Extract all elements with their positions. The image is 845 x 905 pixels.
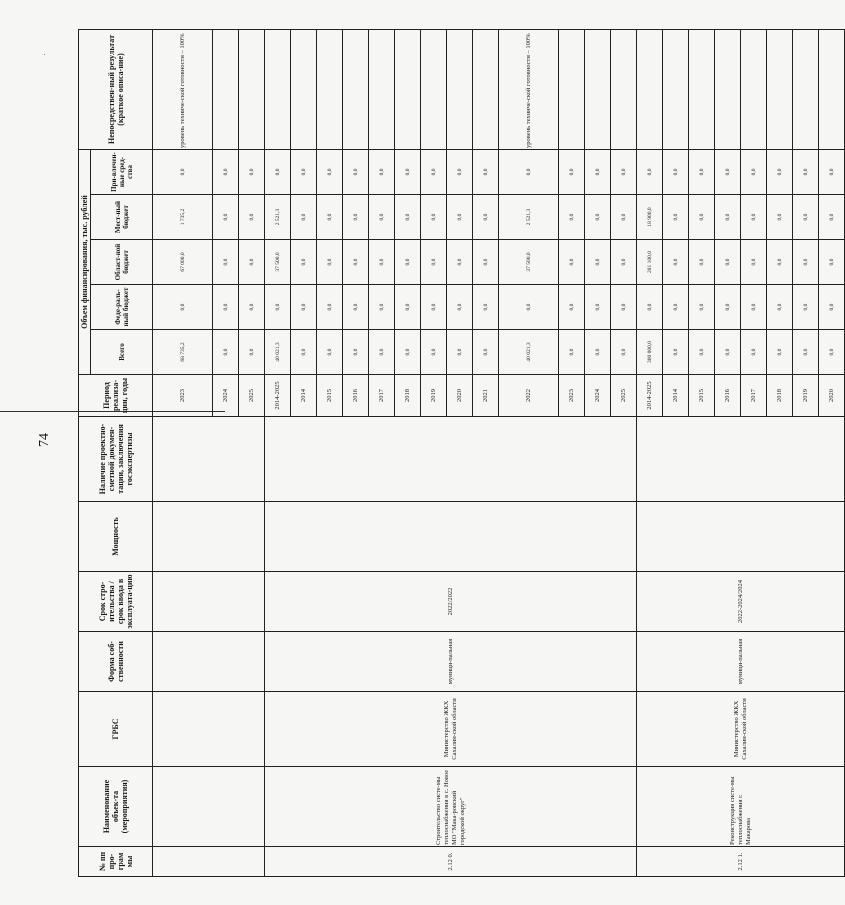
cell-regional: 0,0 [473,240,499,285]
cell-attracted: 0,0 [369,149,395,194]
cell-federal: 0,0 [265,285,291,330]
cell-regional: 0,0 [395,240,421,285]
cell-total: 0,0 [715,330,741,375]
cell-local: 0,0 [585,195,611,240]
cell-local: 0,0 [473,195,499,240]
cell-local: 0,0 [611,195,637,240]
cell-regional: 0,0 [447,240,473,285]
header-grbs: ГРБС [79,692,153,767]
cell-regional: 0,0 [559,240,585,285]
cell-local: 1 735,2 [153,195,213,240]
cell-attracted: 0,0 [767,149,793,194]
cell-year: 2023 [153,375,213,417]
cell-regional: 0,0 [421,240,447,285]
cell-regional: 0,0 [741,240,767,285]
cell-result [395,29,421,149]
cell-year: 2022 [499,375,559,417]
cell-total: 0,0 [369,330,395,375]
header-capacity: Мощность [79,502,153,572]
cell-regional: 0,0 [819,240,845,285]
cell-result [559,29,585,149]
cell-attracted: 0,0 [663,149,689,194]
cell-total: 0,0 [343,330,369,375]
cell-year: 2018 [395,375,421,417]
cell-result [447,29,473,149]
cell-year: 2019 [421,375,447,417]
cell-attracted: 0,0 [291,149,317,194]
cell-total: 0,0 [239,330,265,375]
cell-local: 0,0 [819,195,845,240]
cell-total: 0,0 [559,330,585,375]
cell-total: 300 000,0 [637,330,663,375]
cell-total: 40 021,3 [265,330,291,375]
cell-total: 0,0 [395,330,421,375]
cell-local: 0,0 [239,195,265,240]
header-name: Наименование объек-та (мероприятия) [79,767,153,847]
cell-local: 0,0 [767,195,793,240]
cell-local: 0,0 [559,195,585,240]
cell-federal: 0,0 [767,285,793,330]
cell-year: 2015 [317,375,343,417]
cell-attracted: 0,0 [395,149,421,194]
cell-result [265,29,291,149]
cell-total: 0,0 [689,330,715,375]
cell-ownership: муници-пальная [637,632,845,692]
header-psd: Наличие проектно-сметной докумен-тации, заключения госэкспертизы [79,417,153,502]
cell-federal: 0,0 [689,285,715,330]
cell-federal: 0,0 [447,285,473,330]
cell-year: 2016 [343,375,369,417]
cell-regional: 0,0 [239,240,265,285]
cell-result [767,29,793,149]
cell-result [369,29,395,149]
cell-federal: 0,0 [585,285,611,330]
cell-total: 0,0 [291,330,317,375]
cell-total: 0,0 [317,330,343,375]
cell-federal: 0,0 [153,285,213,330]
cell-result [239,29,265,149]
cell-local: 0,0 [395,195,421,240]
cell-year: 2017 [369,375,395,417]
cell-regional: 0,0 [793,240,819,285]
cell-attracted: 0,0 [611,149,637,194]
cell-local: 2 521,3 [265,195,291,240]
cell-year: 2014-2025 [637,375,663,417]
cell-term: 2022-2024/2024 [637,572,845,632]
cell-regional: 0,0 [317,240,343,285]
cell-total: 0,0 [585,330,611,375]
cell-total: 0,0 [663,330,689,375]
cell-regional: 0,0 [291,240,317,285]
cell-grbs-empty [153,692,265,767]
cell-result [715,29,741,149]
cell-local: 0,0 [663,195,689,240]
cell-year: 2014 [663,375,689,417]
header-num: № пп про-грам мы [79,847,153,877]
cell-federal: 0,0 [559,285,585,330]
cell-federal: 0,0 [637,285,663,330]
cell-local: 0,0 [291,195,317,240]
cell-year: 2015 [689,375,715,417]
cell-federal: 0,0 [239,285,265,330]
cell-federal: 0,0 [317,285,343,330]
cell-result [343,29,369,149]
cell-federal: 0,0 [715,285,741,330]
cell-attracted: 0,0 [637,149,663,194]
cell-year: 2020 [447,375,473,417]
cell-capacity [265,502,637,572]
cell-attracted: 0,0 [239,149,265,194]
cell-psd [637,417,845,502]
rotated-table-wrapper [78,30,835,877]
cell-attracted: 0,0 [499,149,559,194]
cell-regional: 0,0 [663,240,689,285]
cell-regional: 0,0 [689,240,715,285]
cell-ownership: муници-пальная [265,632,637,692]
cell-federal: 0,0 [343,285,369,330]
cell-psd [265,417,637,502]
cell-name: Реконструкция систе-мы теплоснабжения г. Макарова [637,767,845,847]
cell-total: 0,0 [421,330,447,375]
cell-attracted: 0,0 [473,149,499,194]
header-funding-group: Объем финансирования, тыс. рублей [79,149,91,374]
cell-total: 40 021,3 [499,330,559,375]
cell-attracted: 0,0 [741,149,767,194]
cell-year: 2025 [239,375,265,417]
scan-dot-mark [44,54,45,55]
table-row [265,29,291,876]
cell-attracted: 0,0 [689,149,715,194]
cell-year: 2018 [767,375,793,417]
cell-attracted: 0,0 [819,149,845,194]
header-result: Непосредствен-ный результат (краткое описа-ние) [79,29,153,149]
cell-regional: 281 100,0 [637,240,663,285]
cell-year: 2020 [819,375,845,417]
cell-capacity [153,502,265,572]
cell-federal: 0,0 [741,285,767,330]
cell-federal: 0,0 [395,285,421,330]
cell-local: 0,0 [741,195,767,240]
cell-num: 2.12 1. [637,847,845,877]
header-local: Мест-ный бюджет [91,195,153,240]
cell-year: 2025 [611,375,637,417]
cell-result [637,29,663,149]
cell-year: 2021 [473,375,499,417]
cell-result [689,29,715,149]
cell-total: 0,0 [447,330,473,375]
cell-regional: 0,0 [585,240,611,285]
cell-result [421,29,447,149]
cell-grbs: Министерство ЖКХ Сахалин-ской области [637,692,845,767]
cell-federal: 0,0 [793,285,819,330]
cell-attracted: 0,0 [585,149,611,194]
header-period: Период реализа-ции, годы [79,375,153,417]
cell-year: 2019 [793,375,819,417]
cell-local: 0,0 [369,195,395,240]
cell-attracted: 0,0 [343,149,369,194]
cell-total: 0,0 [819,330,845,375]
cell-total: 0,0 [473,330,499,375]
cell-total: 0,0 [213,330,239,375]
cell-federal: 0,0 [473,285,499,330]
cell-result [663,29,689,149]
cell-attracted: 0,0 [447,149,473,194]
cell-local: 0,0 [447,195,473,240]
cell-local: 0,0 [317,195,343,240]
cell-result [819,29,845,149]
header-federal: Феде-раль-ный бюджет [91,285,153,330]
cell-grbs: Министерство ЖКХ Сахалин-ской области [265,692,637,767]
header-ownership: Форма соб-ственности [79,632,153,692]
cell-federal: 0,0 [421,285,447,330]
cell-year: 2016 [715,375,741,417]
cell-total: 0,0 [767,330,793,375]
cell-local: 0,0 [689,195,715,240]
cell-attracted: 0,0 [793,149,819,194]
page-number: 74 [37,433,52,447]
cell-result [741,29,767,149]
cell-term-empty [153,572,265,632]
cell-year: 2014 [291,375,317,417]
cell-result: уровень техниче-ской готовности – 100% [499,29,559,149]
cell-federal: 0,0 [499,285,559,330]
cell-name: Строительство систе-мы теплоснабжения в с. Новое МО "Мака-ровский городской округ" [265,767,637,847]
cell-federal: 0,0 [291,285,317,330]
cell-attracted: 0,0 [421,149,447,194]
cell-federal: 0,0 [213,285,239,330]
cell-local: 0,0 [715,195,741,240]
cell-attracted: 0,0 [265,149,291,194]
cell-local: 2 521,3 [499,195,559,240]
cell-result [317,29,343,149]
cell-result [793,29,819,149]
cell-regional: 37 500,0 [499,240,559,285]
table-row [153,29,213,876]
cell-regional: 0,0 [369,240,395,285]
cell-local: 0,0 [343,195,369,240]
cell-local: 0,0 [213,195,239,240]
cell-year: 2023 [559,375,585,417]
cell-federal: 0,0 [663,285,689,330]
cell-federal: 0,0 [369,285,395,330]
cell-local: 18 900,0 [637,195,663,240]
cell-regional: 0,0 [715,240,741,285]
cell-result: уровень техниче-ской готовности – 100% [153,29,213,149]
cell-result [473,29,499,149]
cell-regional: 0,0 [213,240,239,285]
cell-total: 0,0 [611,330,637,375]
table-row [637,29,663,876]
cell-capacity [637,502,845,572]
cell-term: 2022/2022 [265,572,637,632]
header-regional: Област-ной бюджет [91,240,153,285]
cell-psd [153,417,265,502]
header-total: Всего [91,330,153,375]
cell-regional: 0,0 [343,240,369,285]
cell-local: 0,0 [793,195,819,240]
cell-regional: 0,0 [767,240,793,285]
table-area [78,30,835,877]
cell-attracted: 0,0 [559,149,585,194]
cell-total: 0,0 [741,330,767,375]
cell-result [611,29,637,149]
cell-federal: 0,0 [611,285,637,330]
financing-table [78,29,845,877]
cell-local: 0,0 [421,195,447,240]
cell-name-empty [153,767,265,847]
cell-regional: 67 000,0 [153,240,213,285]
cell-ownership-empty [153,632,265,692]
cell-attracted: 0,0 [317,149,343,194]
cell-attracted: 0,0 [153,149,213,194]
cell-regional: 0,0 [611,240,637,285]
cell-result [291,29,317,149]
cell-attracted: 0,0 [715,149,741,194]
cell-result [213,29,239,149]
cell-attracted: 0,0 [213,149,239,194]
header-term: Срок стро-ительства / срок ввода в эксплуата-цию [79,572,153,632]
cell-year: 2024 [213,375,239,417]
cell-year: 2017 [741,375,767,417]
cell-federal: 0,0 [819,285,845,330]
cell-total: 68 735,2 [153,330,213,375]
cell-total: 0,0 [793,330,819,375]
cell-regional: 37 500,0 [265,240,291,285]
cell-result [585,29,611,149]
cell-num-empty [153,847,265,877]
header-attracted: При-влечен-ные сред-ства [91,149,153,194]
cell-year: 2014-2025 [265,375,291,417]
cell-year: 2024 [585,375,611,417]
cell-num: 2.12 0. [265,847,637,877]
